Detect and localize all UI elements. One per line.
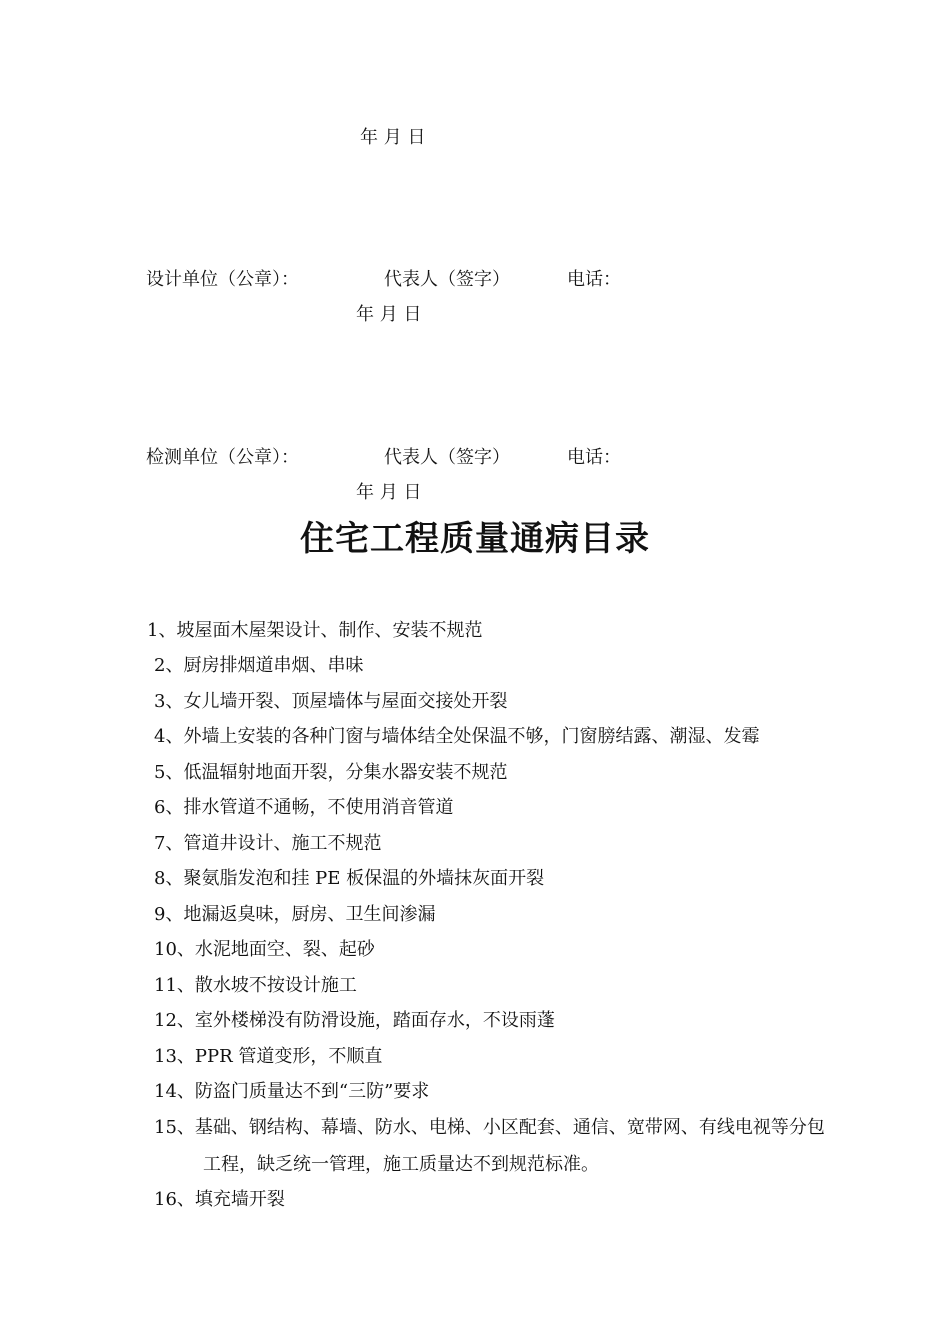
list-item: 4、外墙上安装的各种门窗与墙体结全处保温不够，门窗膀结露、潮湿、发霉 xyxy=(154,726,760,747)
list-item: 11、散水坡不按设计施工 xyxy=(154,975,357,996)
list-item: 2、厨房排烟道串烟、串味 xyxy=(154,655,364,676)
list-item: 7、管道井设计、施工不规范 xyxy=(154,833,382,854)
list-item: 9、地漏返臭味，厨房、卫生间渗漏 xyxy=(154,904,436,925)
design-date: 年 月 日 xyxy=(356,304,422,325)
list-item: 10、水泥地面空、裂、起砂 xyxy=(154,939,375,960)
list-item: 8、聚氨脂发泡和挂 PE 板保温的外墙抹灰面开裂 xyxy=(154,868,545,889)
design-rep-label: 代表人（签字） xyxy=(384,269,510,290)
list-item: 16、填充墙开裂 xyxy=(154,1189,285,1210)
design-phone-label: 电话： xyxy=(567,269,621,290)
top-date: 年 月 日 xyxy=(360,127,426,148)
list-item: 5、低温辐射地面开裂，分集水器安装不规范 xyxy=(154,762,508,783)
list-item: 6、排水管道不通畅，不使用消音管道 xyxy=(154,797,454,818)
list-item: 15、基础、钢结构、幕墙、防水、电梯、小区配套、通信、宽带网、有线电视等分包 xyxy=(154,1117,825,1138)
test-rep-label: 代表人（签字） xyxy=(384,447,510,468)
list-item-continuation: 工程，缺乏统一管理，施工质量达不到规范标准。 xyxy=(203,1154,599,1175)
test-unit-label: 检测单位（公章）： xyxy=(146,447,299,468)
list-item: 1、坡屋面木屋架设计、制作、安装不规范 xyxy=(147,620,483,641)
design-unit-label: 设计单位（公章）： xyxy=(146,269,299,290)
test-phone-label: 电话： xyxy=(567,447,621,468)
page-title: 住宅工程质量通病目录 xyxy=(300,519,650,559)
test-date: 年 月 日 xyxy=(356,482,422,503)
list-item: 12、室外楼梯没有防滑设施，踏面存水，不设雨蓬 xyxy=(154,1010,555,1031)
list-item: 3、女儿墙开裂、顶屋墙体与屋面交接处开裂 xyxy=(154,691,508,712)
list-item: 14、防盗门质量达不到“三防”要求 xyxy=(154,1081,430,1102)
list-item: 13、PPR 管道变形，不顺直 xyxy=(154,1046,383,1067)
